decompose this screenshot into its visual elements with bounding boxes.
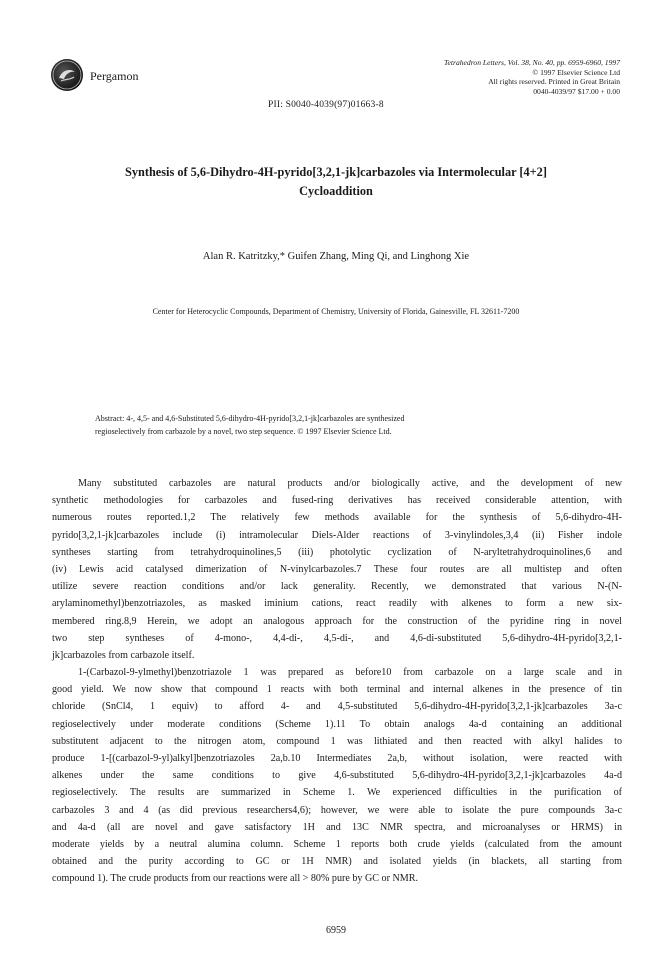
body-line: numerous routes reported.1,2 The relatively few methods available for the synthesis of 5,6-dihydro-4H- xyxy=(52,512,622,524)
body-line: produce 1-[(carbazol-9-yl)alkyl]benzotriazoles 2a,b.10 Intermediates 2a,b, without isolation, were reacted with xyxy=(52,753,622,764)
body-line: synthetic methodologies for carbazoles and fused-ring derivatives has received considerable attention, with xyxy=(52,495,622,507)
body-line: 1-(Carbazol-9-ylmethyl)benzotriazole 1 was prepared as before10 from carbazole on a large scale and in xyxy=(78,667,622,679)
abstract-line-2: regioselectively from carbazole by a novel, two step sequence. © 1997 Elsevier Science Ltd. xyxy=(95,427,392,436)
abstract xyxy=(95,412,575,438)
body-line: arylaminomethyl)benzotriazoles, as masked iminium cations, react readily with alkenes to form a new six- xyxy=(52,598,622,610)
body-line: compound 1). The crude products from our reactions were all > 80% pure by GC or NMR. xyxy=(52,873,418,885)
body-line: syntheses starting from tetrahydroquinolines,5 (iii) photolytic cyclization of N-aryltetrahydroquinolines,6 and xyxy=(52,546,622,558)
body-line: (iv) Lewis acid catalysed dimerization of N-vinylcarbazoles.7 These four routes are all multistep and often xyxy=(52,563,622,575)
body-line: utilize severe reaction conditions and/or lack generality. Recently, we demonstrated that various N-(N- xyxy=(52,581,622,593)
body-line: and 4a-d (all are novel and gave satisfactory 1H and 13C NMR spectra, and microanalyses or HRMS) in xyxy=(52,821,622,833)
copyright-line: © 1997 Elsevier Science Ltd xyxy=(532,67,620,77)
affiliation: Center for Heterocyclic Compounds, Department of Chemistry, University of Florida, Gainesville, FL 32611-7200 xyxy=(152,307,520,316)
body-line: membered ring.8,9 Herein, we adopt an analogous approach for the construction of the pyridine ring in novel xyxy=(52,615,622,627)
body-line: carbazoles 3 and 4 (as did previous researchers4,6); however, we were able to isolate the pure compounds 3a-c xyxy=(52,804,622,816)
body-line: good yield. We now show that compound 1 reacts with both terminal and internal alkenes in the presence of tin xyxy=(52,684,622,696)
body-line: moderate yields by a neutral alumina column. Scheme 1 reports both crude yields (calculated from the amount xyxy=(52,838,622,850)
pii-identifier: PII: S0040-4039(97)01663-8 xyxy=(268,100,384,110)
body-line: alkenes under the same conditions to give 4,6-substituted 5,6-dihydro-4H-pyrido[3,2,1-jk]carbazoles 4a-d xyxy=(52,770,622,782)
pergamon-logo-icon xyxy=(51,59,83,91)
journal-citation: Tetrahedron Letters, Vol. 38, No. 40, pp. 6959-6960, 1997 xyxy=(444,58,620,67)
publisher-name: Pergamon xyxy=(90,69,139,83)
title-line-1: Synthesis of 5,6-Dihydro-4H-pyrido[3,2,1-jk]carbazoles via Intermolecular [4+2] xyxy=(125,165,547,179)
journal-info xyxy=(320,58,620,96)
price-line: 0040-4039/97 $17.00 + 0.00 xyxy=(533,86,620,96)
abstract-line-1: Abstract: 4-, 4,5- and 4,6-Substituted 5,6-dihydro-4H-pyrido[3,2,1-jk]carbazoles are synthesized xyxy=(95,414,405,423)
paper-title xyxy=(40,163,632,201)
body-text xyxy=(52,475,622,888)
body-line: chloride (SnCl4, 1 equiv) to afford 4- and 4,5-substituted 5,6-dihydro-4H-pyrido[3,2,1-jk]carbazoles 3a-c xyxy=(52,701,622,713)
body-line: Many substituted carbazoles are natural products and/or biologically active, and the development of new xyxy=(78,478,622,489)
body-line: two step syntheses of 4-mono-, 4,4-di-, 4,5-di-, and 4,6-di-substituted 5,6-dihydro-4H-pyrido[3,2,1- xyxy=(52,632,622,644)
body-line: jk]carbazoles from carbazole itself. xyxy=(52,649,195,661)
body-line: obtained and the purity according to GC or 1H NMR) and isolated yields (in blackets, all starting from xyxy=(52,856,622,868)
body-line: pyrido[3,2,1-jk]carbazoles include (i) intramolecular Diels-Alder reactions of 3-vinylindoles,3,4 (ii) Fisher indole xyxy=(52,529,622,541)
author-list: Alan R. Katritzky,* Guifen Zhang, Ming Qi, and Linghong Xie xyxy=(202,251,470,262)
body-line: regioselectively. The results are summarized in Scheme 1. We experienced difficulties in the purification of xyxy=(52,787,622,799)
body-line: substitutent adjacent to the nitrogen atom, compound 1 was lithiated and then reacted with alkyl halides to xyxy=(52,735,622,747)
rights-line: All rights reserved. Printed in Great Britain xyxy=(488,77,620,87)
body-line: regioselectively under moderate conditions (Scheme 1).11 To obtain analogs 4a-d containing an additional xyxy=(52,718,622,730)
page-number: 6959 xyxy=(326,925,346,936)
title-line-2: Cycloaddition xyxy=(299,184,373,198)
